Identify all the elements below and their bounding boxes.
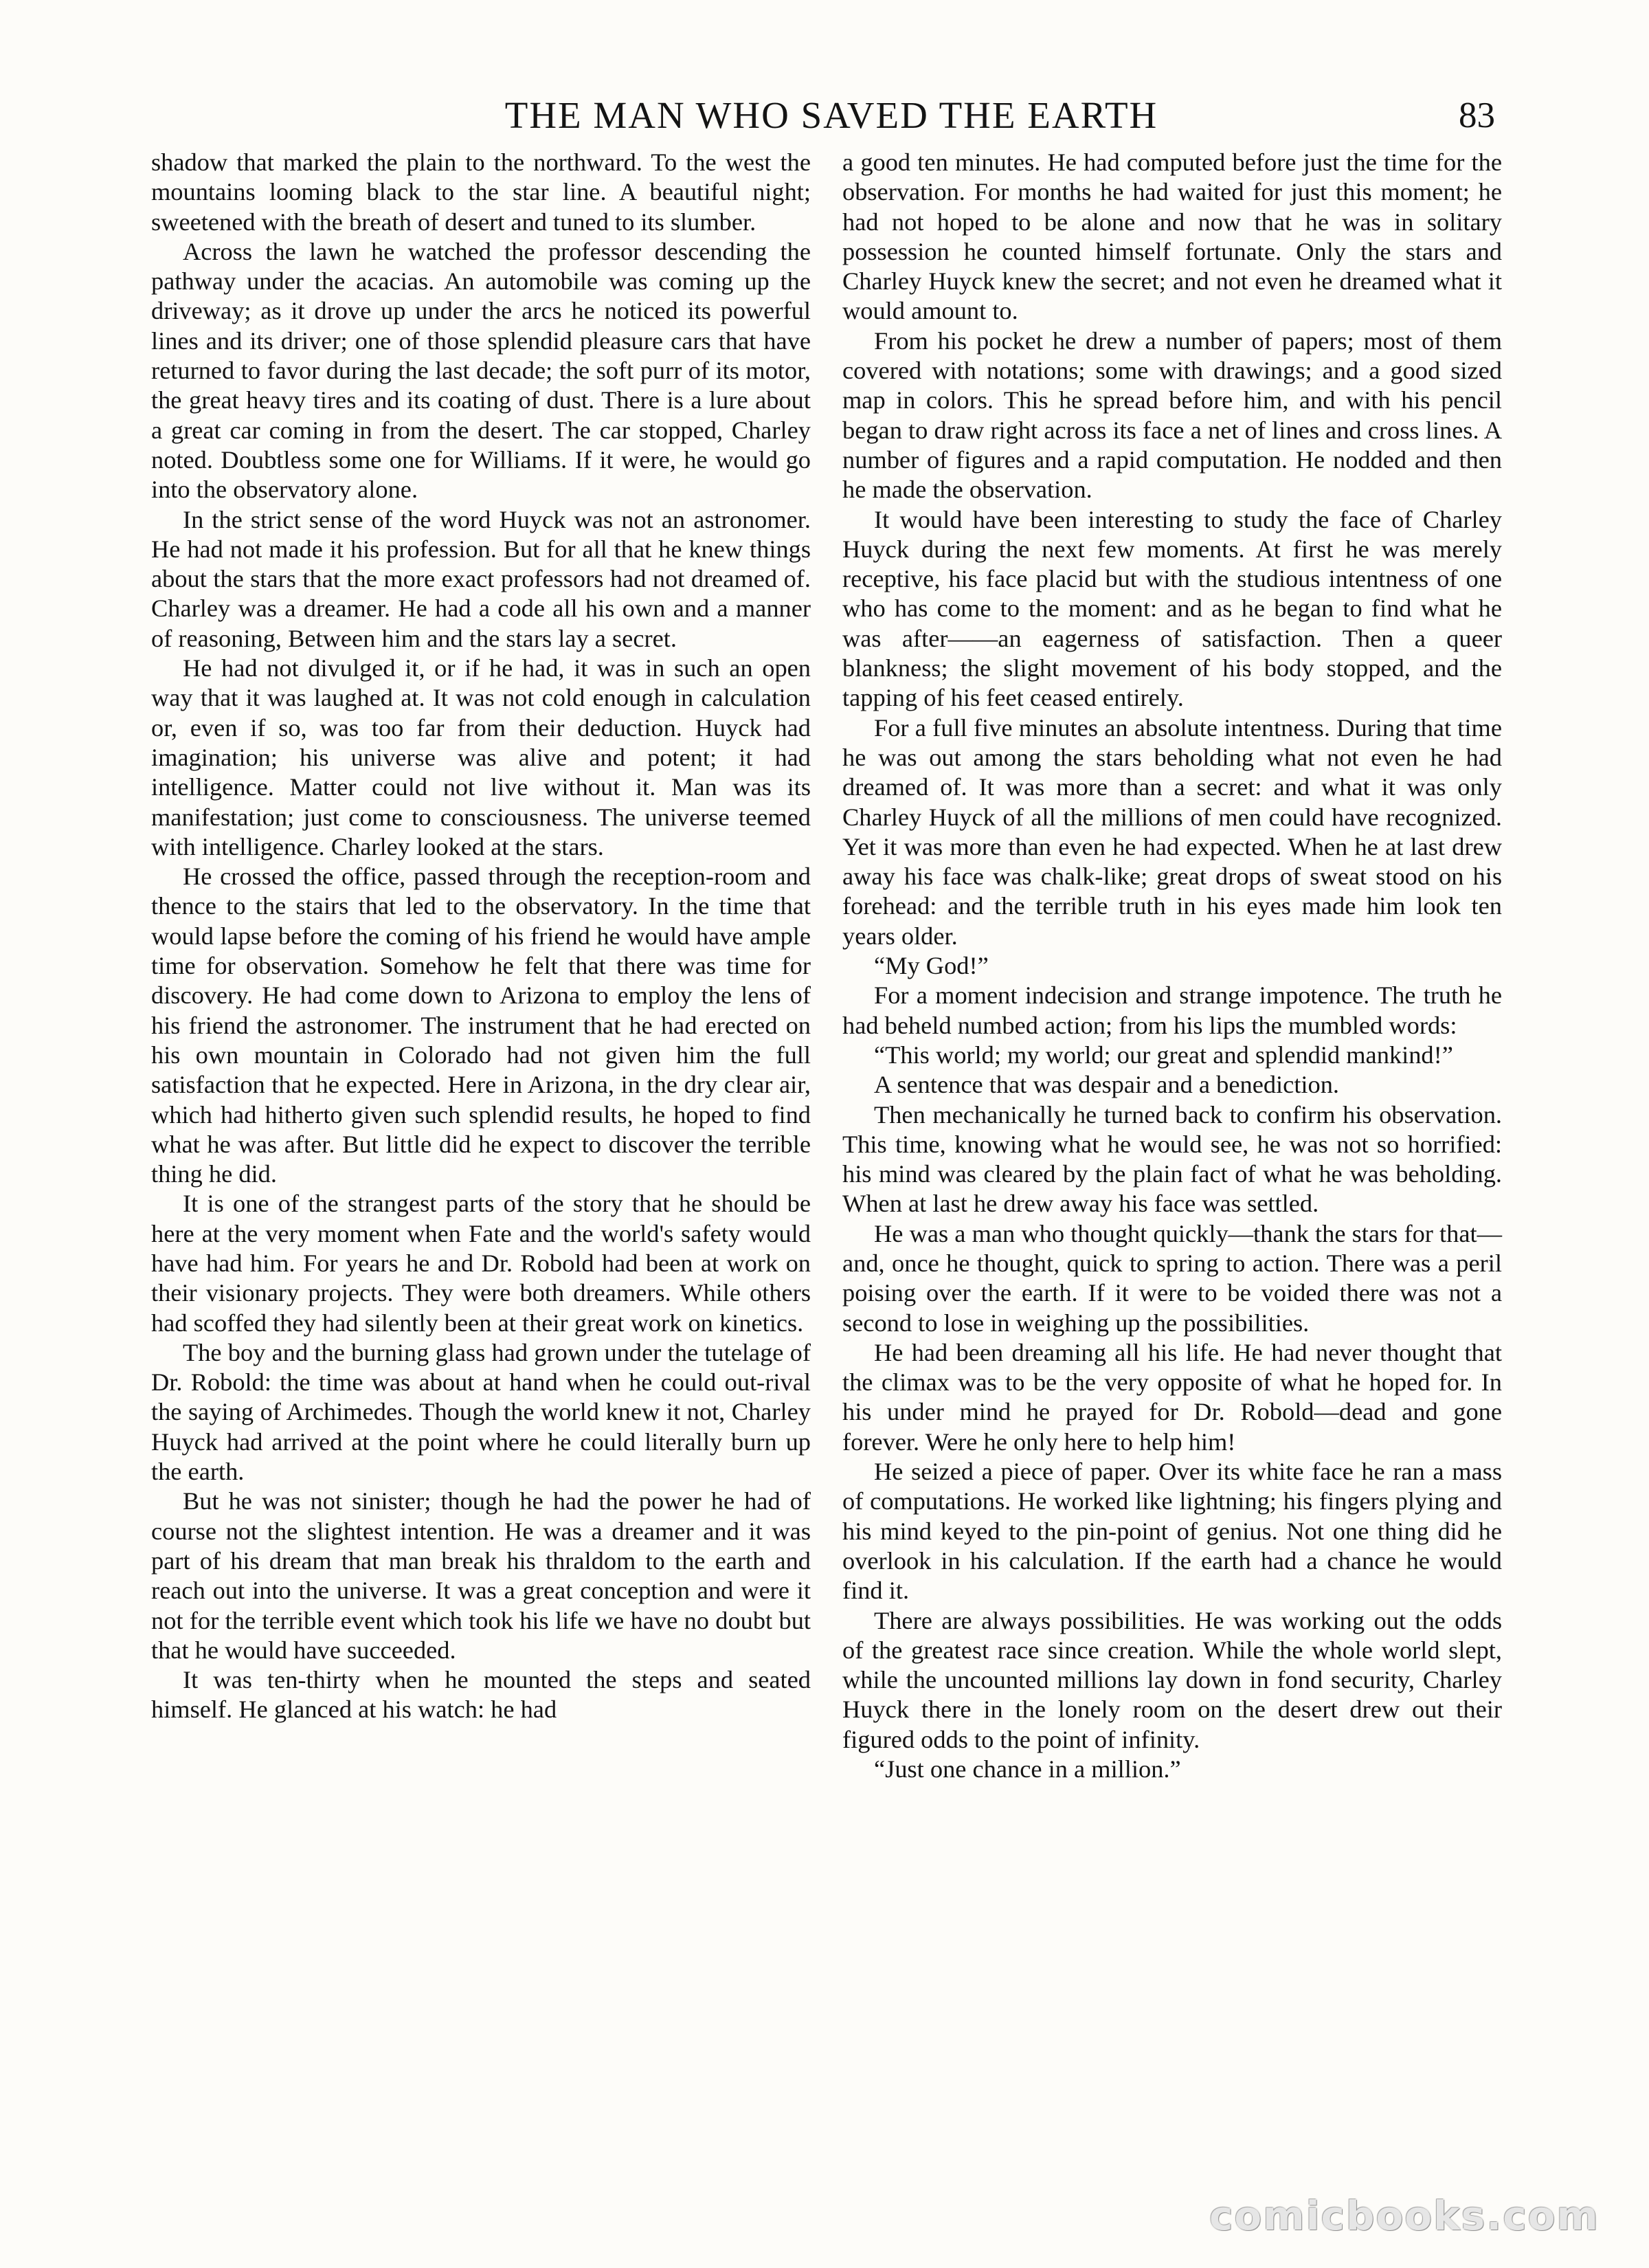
paragraph: shadow that marked the plain to the northward. To the west the mountains looming black to the star line. A beautiful night; sweetened with the breath of desert and tuned to its slumber. — [151, 148, 811, 236]
paragraph: For a moment indecision and strange impotence. The truth he had beheld numbed action; from his lips the mumbled words: — [842, 981, 1502, 1039]
paragraph: He crossed the office, passed through the reception-room and thence to the stairs that led to the observatory. In the time that would lapse before the coming of his friend he would have ample time for observation. Somehow he felt that there was time for discovery. He had come down to Arizona to employ the lens of his friend the astronomer. The instrument that he had erected on his own mountain in Colorado had not given him the full satisfaction that he expected. Here in Arizona, in the dry clear air, which had hitherto given such splendid results, he hoped to find what he was after. But little did he expect to discover the terrible thing he did. — [151, 863, 811, 1188]
paragraph: There are always possibilities. He was working out the odds of the greatest race since creation. While the whole world slept, while the uncounted millions lay down in fond security, Charley Huyck there in the lonely room on the desert drew out their figured odds to the point of infinity. — [842, 1606, 1502, 1753]
watermark: comicbooks.com — [1209, 2192, 1600, 2239]
paragraph: It would have been interesting to study the face of Charley Huyck during the next few moments. At first he was merely receptive, his face placid but with the studious intentness of one who has come to the moment: and as he began to find what he was after——an eagerness of satisfaction. Then a queer blankness; the slight movement of his body stopped, and the tapping of his feet ceased entirely. — [842, 505, 1502, 712]
paragraph: He had been dreaming all his life. He had never thought that the climax was to be the very opposite of what he hoped for. In his under mind he prayed for Dr. Robold—dead and gone forever. Were he only here to help him! — [842, 1338, 1502, 1456]
paragraph: From his pocket he drew a number of papers; most of them covered with notations; some with drawings; and a good sized map in colors. This he spread before him, and with his pencil began to draw right across its face a net of lines and cross lines. A number of figures and a rapid computation. He nodded and then he made the observation. — [842, 326, 1502, 504]
page-number: 83 — [1459, 96, 1495, 135]
paragraph: Then mechanically he turned back to confirm his observation. This time, knowing what he would see, he was not so horrified: his mind was cleared by the plain fact of what he was beholding. When at last he drew away his face was settled. — [842, 1100, 1502, 1218]
paragraph: “This world; my world; our great and splendid mankind!” — [874, 1041, 1453, 1069]
page-title: THE MAN WHO SAVED THE EARTH — [504, 94, 1158, 136]
paragraph: He seized a piece of paper. Over its white face he ran a mass of computations. He worked like lightning; his fingers plying and his mind keyed to the pin-point of genius. Not one thing did he overlook in his calculation. If the earth had a chance he would find it. — [842, 1458, 1502, 1605]
right-column — [842, 148, 1502, 1784]
paragraph: “My God!” — [874, 952, 989, 980]
paragraph: But he was not sinister; though he had the power he had of course not the slightest intention. He was a dreamer and it was part of his dream that man break his thraldom to the earth and reach out into the universe. It was a great conception and were it not for the terrible event which took his life we have no doubt but that he would have succeeded. — [151, 1487, 811, 1664]
left-column — [151, 148, 811, 1725]
paragraph: The boy and the burning glass had grown under the tutelage of Dr. Robold: the time was about at hand when he could out-rival the saying of Archimedes. Though the world knew it not, Charley Huyck had arrived at the point where he could literally burn up the earth. — [151, 1338, 811, 1486]
paragraph: a good ten minutes. He had computed before just the time for the observation. For months he had waited for just this moment; he had not hoped to be alone and now that he was in solitary possession he counted himself fortunate. Only the stars and Charley Huyck knew the secret; and not even he dreamed what it would amount to. — [842, 148, 1502, 325]
paragraph: For a full five minutes an absolute intentness. During that time he was out among the stars beholding what not even he had dreamed of. It was more than a secret: and what it was only Charley Huyck of all the millions of men could have recognized. Yet it was more than even he had expected. When he at last drew away his face was chalk-like; great drops of sweat stood on his forehead: and the terrible truth in his eyes made him look ten years older. — [842, 713, 1502, 950]
paragraph: It was ten-thirty when he mounted the steps and seated himself. He glanced at his watch: he had — [151, 1666, 811, 1724]
paragraph: He was a man who thought quickly—thank the stars for that—and, once he thought, quick to spring to action. There was a peril poising over the earth. If it were to be voided there was not a second to lose in weighing up the possibilities. — [842, 1219, 1502, 1337]
running-head — [151, 88, 1502, 150]
paragraph: “Just one chance in a million.” — [874, 1755, 1181, 1783]
paragraph: He had not divulged it, or if he had, it was in such an open way that it was laughed at. It was not cold enough in calculation or, even if so, was too far from their deduction. Huyck had imagination; his universe was alive and potent; it had intelligence. Matter could not live without it. Man was its manifestation; just come to consciousness. The universe teemed with intelligence. Charley looked at the stars. — [151, 654, 811, 860]
paragraph: In the strict sense of the word Huyck was not an astronomer. He had not made it his profession. But for all that he knew things about the stars that the more exact professors had not dreamed of. Charley was a dreamer. He had a code all his own and a manner of reasoning, Between him and the stars lay a secret. — [151, 505, 811, 652]
paragraph: Across the lawn he watched the professor descending the pathway under the acacias. An automobile was coming up the driveway; as it drove up under the arcs he noticed its powerful lines and its driver; one of those splendid pleasure cars that have returned to favor during the last decade; the soft purr of its motor, the great heavy tires and its coating of dust. There is a lure about a great car coming in from the desert. The car stopped, Charley noted. Doubtless some one for Williams. If it were, he would go into the observatory alone. — [151, 237, 811, 504]
paragraph: It is one of the strangest parts of the story that he should be here at the very moment when Fate and the world's safety would have had him. For years he and Dr. Robold had been at work on their visionary projects. They were both dreamers. While others had scoffed they had silently been at their great work on kinetics. — [151, 1190, 811, 1337]
paragraph: A sentence that was despair and a benediction. — [874, 1071, 1340, 1099]
